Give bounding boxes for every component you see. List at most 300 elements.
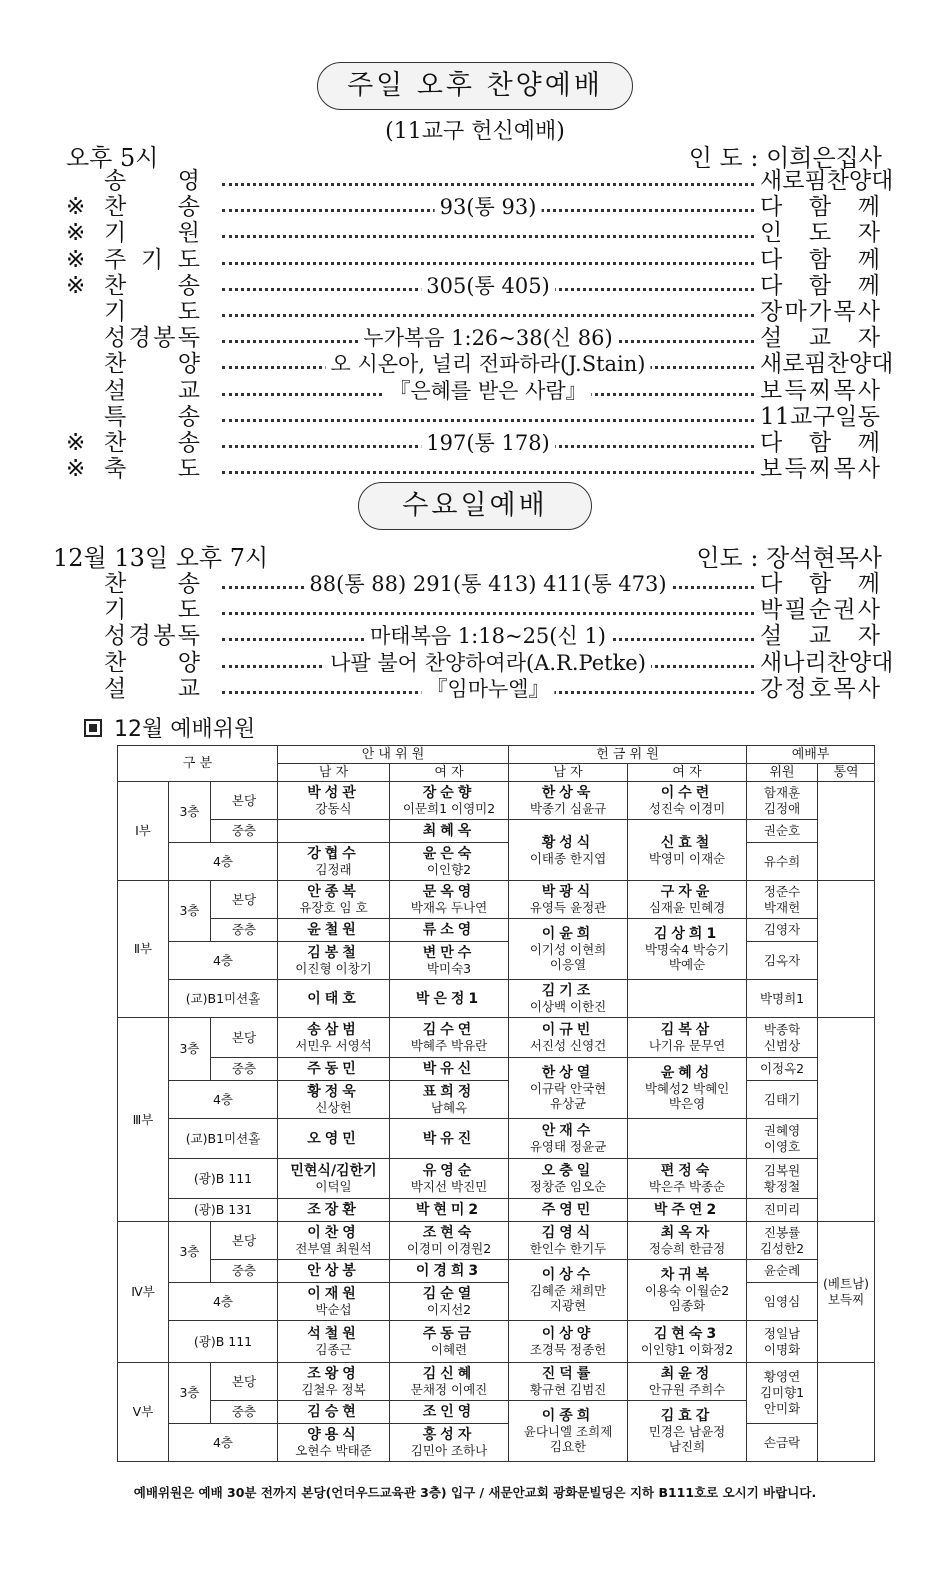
roster-cell: [509, 782, 628, 820]
lead-name: 김기조: [541, 983, 595, 999]
order-item: 설 교: [104, 377, 200, 404]
order-person: 새 나 리 찬 양 대: [760, 649, 894, 676]
standing-mark: ※: [66, 272, 86, 299]
wednesday-leader: 인도 : 장석현목사: [696, 544, 882, 572]
wednesday-order: [0, 571, 950, 702]
area-label: 중층: [211, 919, 278, 942]
assistant-names: 오현수 박태준: [295, 1443, 372, 1458]
worship-member-text: 함재훈 김정애: [763, 784, 801, 816]
roster-cell: [390, 881, 509, 919]
order-detail: 197(통 178): [421, 430, 555, 456]
assistant-names: 박종기 심윤규: [529, 801, 607, 816]
standing-mark: ※: [66, 429, 86, 456]
lead-name: 김복삼: [660, 1022, 714, 1038]
interp-cell: [818, 782, 875, 881]
assistant-names: 이규락 안국현 유상균: [529, 1081, 607, 1111]
assistant-names: 나기유 문무연: [648, 1038, 726, 1053]
lead-name: 조왕영: [307, 1366, 360, 1382]
lead-name: 조인영: [422, 1404, 476, 1420]
assistant-names: 이인향2: [426, 862, 472, 877]
order-person: 강 정 호 목 사: [760, 675, 880, 702]
roster-cell: [278, 1159, 390, 1199]
worship-member-text: 이정옥2: [759, 1061, 805, 1076]
assistant-names: 이용숙 이월순2 임종화: [644, 1283, 730, 1313]
roster-cell: [278, 1018, 390, 1058]
worship-member: [747, 820, 818, 843]
roster-cell: [278, 1283, 390, 1321]
lead-name: 안종복: [307, 884, 360, 900]
roster-cell: [278, 1424, 390, 1462]
lead-name: 주동금: [422, 1326, 476, 1342]
floor-label: (교)B1미션홀: [169, 1119, 278, 1159]
roster-cell: [628, 1199, 747, 1222]
roster-cell: [278, 1119, 390, 1159]
roster-cell: [278, 919, 390, 942]
order-person: 설 교 자: [760, 325, 880, 352]
lead-name: 편정숙: [660, 1163, 714, 1179]
order-person: 설 교 자: [760, 623, 880, 650]
wednesday-time: 12월 13일 오후 7시: [53, 544, 269, 572]
roster-cell: [628, 1018, 747, 1058]
hdr-interp: 통역: [818, 764, 875, 782]
part-label: Ⅳ부: [118, 1222, 169, 1363]
area-label: 본당: [211, 782, 278, 820]
lead-name: 오영민: [307, 1130, 360, 1147]
roster-cell: [390, 919, 509, 942]
part-label: Ⅰ부: [118, 782, 169, 881]
worship-member-text: 권혜영 이영호: [763, 1122, 801, 1154]
square-icon: [84, 719, 102, 737]
roster-cell: [278, 843, 390, 881]
assistant-names: 정승희 한금정: [648, 1241, 726, 1256]
assistant-names: 서민우 서영석: [295, 1038, 372, 1053]
assistant-names: 황규현 김범진: [529, 1382, 607, 1397]
lead-name: 석철원: [307, 1326, 360, 1342]
roster-cell: [628, 782, 747, 820]
order-item: 찬 송: [104, 429, 200, 456]
floor-label: 4층: [169, 942, 278, 980]
worship-member-text: 진미리: [763, 1202, 801, 1217]
lead-name: 김봉철: [307, 945, 360, 961]
lead-name: 안상봉: [307, 1263, 360, 1279]
roster-cell: [628, 1222, 747, 1260]
lead-name: 김수연: [422, 1022, 476, 1038]
assistant-names: 김철우 정복: [301, 1382, 366, 1397]
worship-member: [747, 782, 818, 820]
roster-cell: [278, 782, 390, 820]
roster-cell: [390, 1401, 509, 1424]
roster-cell: [628, 1401, 747, 1462]
roster-cell: [509, 1058, 628, 1119]
roster-title: [84, 712, 255, 743]
floor-label: (광)B 111: [169, 1321, 278, 1363]
order-person: 다 함 께: [760, 272, 880, 299]
roster-cell: [390, 1159, 509, 1199]
assistant-names: 박미숙3: [426, 961, 472, 976]
lead-name: 이종희: [541, 1408, 595, 1424]
roster-cell: [628, 1363, 747, 1401]
lead-name: 양용식: [307, 1427, 360, 1443]
lead-name: 진덕률: [541, 1366, 595, 1382]
interp-cell: [818, 881, 875, 1018]
hdr-guide-male: 남 자: [278, 764, 390, 782]
worship-member: [747, 1119, 818, 1159]
order-person: 보 득 찌 목 사: [760, 456, 880, 483]
worship-member: [747, 1159, 818, 1199]
order-person: 새 로 핌 찬 양 대: [760, 351, 894, 378]
assistant-names: 이태종 한지엽: [529, 850, 607, 866]
lead-name: 황정욱: [307, 1084, 360, 1100]
floor-label: 3층: [169, 1363, 211, 1424]
assistant-names: 김정래: [315, 862, 352, 877]
lead-name: 구자윤: [660, 884, 714, 900]
worship-member: [747, 1260, 818, 1283]
assistant-names: 박혜성2 박혜인 박은영: [644, 1081, 730, 1111]
roster-cell: [509, 980, 628, 1018]
worship-member-text: 김옥자: [763, 952, 801, 968]
order-person: 장 마 가 목 사: [760, 298, 880, 325]
lead-name: 류소영: [422, 922, 476, 938]
worship-member: [747, 1222, 818, 1260]
order-item: 송 영: [104, 168, 200, 194]
standing-mark: ※: [66, 194, 86, 221]
roster-cell: [278, 1199, 390, 1222]
lead-name: 이찬영: [307, 1225, 360, 1241]
order-item: 성 경 봉 독: [104, 623, 200, 650]
roster-cell: [390, 1363, 509, 1401]
worship-member: [747, 1321, 818, 1363]
order-item: 찬 양: [104, 649, 200, 676]
order-person: 다 함 께: [760, 429, 880, 456]
lead-name: 박은정1: [415, 990, 483, 1007]
lead-name: 김현숙3: [653, 1326, 721, 1342]
assistant-names: 강동식: [315, 801, 352, 816]
assistant-names: 한인수 한기두: [529, 1241, 607, 1256]
lead-name: 홍성자: [422, 1427, 476, 1443]
assistant-names: 유장호 임 호: [299, 900, 368, 915]
lead-name: 민현식/김한기: [290, 1163, 377, 1179]
order-detail: 93(통 93): [435, 194, 542, 220]
dot-leader: [222, 236, 754, 265]
worship-member-text: 김영자: [763, 922, 801, 937]
worship-member-text: 윤순례: [763, 1263, 801, 1278]
roster-cell: [278, 1081, 390, 1119]
floor-label: 4층: [169, 1424, 278, 1462]
worship-member: [747, 1058, 818, 1081]
area-label: 중층: [211, 820, 278, 843]
roster-cell: [390, 1283, 509, 1321]
lead-name: 박광식: [541, 884, 595, 900]
order-detail: 『은혜를 받은 사람』: [384, 378, 591, 404]
lead-name: 송삼범: [307, 1022, 360, 1038]
lead-name: 이윤희: [541, 926, 595, 942]
order-detail: 마태복음 1:18~25(신 1): [365, 623, 611, 649]
lead-name: 표희정: [422, 1084, 476, 1100]
roster-cell: [278, 1058, 390, 1081]
assistant-names: 민경은 남윤정 남진희: [648, 1424, 726, 1454]
worship-member: [747, 1363, 818, 1424]
dot-leader: [222, 288, 754, 317]
assistant-names: 박은주 박종순: [648, 1179, 726, 1194]
lead-name: 최혜옥: [422, 823, 476, 839]
assistant-names: 신상헌: [315, 1100, 352, 1115]
roster-cell: [390, 843, 509, 881]
lead-name: 황성식: [541, 834, 595, 851]
roster-table: [117, 745, 875, 1462]
roster-cell: [278, 881, 390, 919]
worship-member: [747, 1424, 818, 1462]
worship-member-text: 박명희1: [759, 990, 805, 1006]
sunday-time: 오후 5시: [66, 144, 159, 172]
roster-cell: [628, 1321, 747, 1363]
lead-name: 이태호: [307, 990, 360, 1007]
lead-name: 김효갑: [660, 1408, 714, 1424]
assistant-names: 박혜주 박유란: [410, 1038, 488, 1053]
worship-member-text: 정준수 박재헌: [763, 883, 801, 915]
assistant-names: 김혜준 채희만 지광현: [529, 1283, 607, 1313]
floor-label: 4층: [169, 843, 278, 881]
order-line: [0, 456, 950, 482]
order-detail: 『임마누엘』: [421, 676, 554, 702]
part-label: Ⅲ부: [118, 1018, 169, 1222]
standing-mark: ※: [66, 246, 86, 273]
lead-name: 박성관: [307, 785, 360, 801]
order-person: 다 함 께: [760, 571, 880, 597]
assistant-names: 김민아 조하나: [410, 1443, 488, 1458]
order-person: 박 필 순 권 사: [760, 597, 880, 624]
order-detail: 오 시온아, 널리 전파하라(J.Stain): [326, 351, 651, 377]
hdr-gubun: 구 분: [118, 746, 278, 782]
roster-cell: [628, 820, 747, 881]
worship-member-text: 권순호: [763, 823, 801, 838]
roster-cell: [390, 1018, 509, 1058]
worship-member: [747, 942, 818, 980]
lead-name: 이재원: [307, 1286, 360, 1302]
roster-footnote: 예배위원은 예배 30분 전까지 본당(언더우드교육관 3층) 입구 / 새문안교회 광화문빌딩은 지하 B111호로 오시기 바랍니다.: [133, 1485, 817, 1500]
worship-member: [747, 980, 818, 1018]
order-item: 찬 양: [104, 351, 200, 378]
hdr-offering-female: 여 자: [628, 764, 747, 782]
floor-label: 4층: [169, 1283, 278, 1321]
assistant-names: 이인향1 이화정2: [640, 1342, 734, 1357]
hdr-offering-male: 남 자: [509, 764, 628, 782]
assistant-names: 이경미 이경원2: [406, 1241, 492, 1256]
worship-member: [747, 881, 818, 919]
hdr-guide-female: 여 자: [390, 764, 509, 782]
roster-cell: [278, 820, 390, 843]
order-line: [0, 676, 950, 702]
order-item: 찬 송: [104, 194, 200, 221]
roster-cell: [390, 1119, 509, 1159]
sunday-subtitle: (11교구 헌신예배): [385, 119, 565, 144]
roster-cell: [628, 919, 747, 980]
order-item: 기 도: [104, 597, 200, 624]
roster-cell: [390, 1199, 509, 1222]
hdr-offering: 헌 금 위 원: [509, 746, 747, 764]
assistant-names: 이기성 이현희 이응열: [529, 942, 607, 972]
roster-cell: [278, 1321, 390, 1363]
roster-cell: [278, 942, 390, 980]
assistant-names: 박재옥 두나연: [410, 900, 488, 915]
order-item: 주 기 도: [104, 246, 200, 273]
assistant-names: 남혜옥: [430, 1100, 468, 1115]
assistant-names: 안규원 주희수: [648, 1382, 726, 1397]
lead-name: 최옥자: [660, 1225, 714, 1241]
floor-label: 4층: [169, 1081, 278, 1119]
dot-leader: [222, 445, 754, 474]
worship-member-text: 임영심: [763, 1293, 801, 1309]
floor-label: 3층: [169, 782, 211, 843]
lead-name: 이규빈: [541, 1022, 595, 1038]
lead-name: 박현미2: [415, 1202, 483, 1218]
worship-member-text: 김복원 황정철: [763, 1162, 801, 1194]
order-item: 축 도: [104, 456, 200, 483]
roster-cell: [278, 1401, 390, 1424]
assistant-names: 김종근: [315, 1342, 352, 1357]
roster-cell: [390, 782, 509, 820]
lead-name: 장순향: [422, 785, 476, 801]
order-item: 성 경 봉 독: [104, 325, 200, 352]
empty-cell: [628, 980, 747, 1018]
order-item: 찬 송: [104, 272, 200, 299]
assistant-names: 이지선2: [426, 1302, 472, 1317]
worship-member: [747, 919, 818, 942]
lead-name: 신효철: [660, 834, 714, 851]
order-item: 기 도: [104, 298, 200, 325]
worship-member-text: 황영연 김미향1 안미화: [759, 1369, 805, 1416]
floor-label: 3층: [169, 1018, 211, 1081]
part-label: Ⅱ부: [118, 881, 169, 1018]
roster-cell: [390, 1081, 509, 1119]
order-person: 다 함 께: [760, 194, 880, 221]
lead-name: 안재수: [541, 1123, 595, 1139]
assistant-names: 조경묵 정종헌: [529, 1342, 607, 1357]
assistant-names: 박순섭: [315, 1302, 352, 1317]
roster-cell: [509, 919, 628, 980]
assistant-names: 성진숙 이경미: [648, 801, 726, 816]
order-person: 다 함 께: [760, 246, 880, 273]
lead-name: 이수련: [660, 785, 714, 801]
roster-cell: [509, 881, 628, 919]
lead-name: 윤혜성: [660, 1065, 714, 1081]
roster-cell: [390, 1424, 509, 1462]
roster-cell: [278, 1363, 390, 1401]
dot-leader: [222, 209, 754, 238]
roster-cell: [509, 1119, 628, 1159]
roster-cell: [509, 1363, 628, 1401]
area-label: 본당: [211, 1363, 278, 1401]
roster-cell: [278, 1260, 390, 1283]
roster-cell: [278, 980, 390, 1018]
lead-name: 박유진: [422, 1130, 476, 1147]
interp-cell: [818, 1363, 875, 1462]
area-label: 본당: [211, 1222, 278, 1260]
roster-cell: [390, 1260, 509, 1283]
order-item: 찬 송: [104, 571, 200, 597]
assistant-names: 이진형 이창기: [295, 961, 372, 976]
dot-leader: [222, 586, 754, 615]
assistant-names: 박영미 이재순: [648, 850, 726, 866]
hdr-worship: 예배부: [747, 746, 875, 764]
interp-cell: [818, 1018, 875, 1222]
roster-cell: [509, 1159, 628, 1199]
lead-name: 이상양: [541, 1326, 595, 1342]
lead-name: 주동민: [307, 1061, 360, 1077]
dot-leader: [222, 157, 754, 186]
lead-name: 문옥영: [422, 884, 476, 900]
worship-member-text: 김태기: [763, 1091, 801, 1107]
assistant-names: 정창준 임오순: [529, 1179, 607, 1194]
area-label: 본당: [211, 881, 278, 919]
lead-name: 김신혜: [422, 1366, 476, 1382]
floor-label: 3층: [169, 881, 211, 942]
worship-member: [747, 1283, 818, 1321]
roster-cell: [628, 881, 747, 919]
assistant-names: 박명숙4 박승기 박예순: [644, 942, 730, 972]
roster-cell: [509, 820, 628, 881]
lead-name: 김순열: [422, 1286, 476, 1302]
order-detail: 305(통 405): [421, 273, 555, 299]
sunday-title: 주일 오후 찬양예배: [317, 62, 633, 110]
lead-name: 박주연2: [653, 1202, 721, 1218]
roster-cell: [628, 1260, 747, 1321]
assistant-names: 이상백 이한진: [529, 999, 607, 1014]
assistant-names: 서진성 신영건: [529, 1038, 607, 1053]
assistant-names: 유영득 윤정관: [529, 900, 607, 915]
lead-name: 윤철원: [307, 922, 360, 938]
roster-cell: [628, 1058, 747, 1119]
sunday-leader: 인 도 : 이희은집사: [688, 144, 882, 172]
lead-name: 주영민: [541, 1202, 595, 1218]
roster-cell: [509, 1260, 628, 1321]
roster-cell: [509, 1321, 628, 1363]
assistant-names: 이덕일: [315, 1179, 352, 1194]
lead-name: 한상욱: [541, 785, 595, 801]
roster-cell: [278, 1222, 390, 1260]
lead-name: 유영순: [422, 1163, 476, 1179]
worship-member: [747, 1081, 818, 1119]
lead-name: 김영식: [541, 1225, 595, 1241]
floor-label: (광)B 131: [169, 1199, 278, 1222]
worship-member: [818, 1222, 875, 1363]
roster-cell: [509, 1199, 628, 1222]
hdr-member: 위원: [747, 764, 818, 782]
order-item: 설 교: [104, 675, 200, 702]
worship-member: [747, 843, 818, 881]
floor-label: (광)B 111: [169, 1159, 278, 1199]
worship-member-text: 정일남 이명화: [763, 1325, 801, 1357]
roster-title-text: 12월 예배위원: [114, 717, 256, 742]
sunday-order: [0, 168, 950, 482]
lead-name: 박유신: [422, 1061, 476, 1077]
lead-name: 강협수: [307, 846, 360, 862]
worship-member-text: 박종학 신범상: [763, 1021, 801, 1053]
hdr-guide: 안 내 위 원: [278, 746, 509, 764]
order-person: 1 1 교 구 일 동: [760, 403, 880, 430]
lead-name: 조현숙: [422, 1225, 476, 1241]
assistant-names: 이문희1 이영미2: [402, 801, 496, 816]
lead-name: 윤은숙: [422, 846, 476, 862]
order-detail: 나팔 불어 찬양하여라(A.R.Petke): [325, 650, 651, 676]
dot-leader: [222, 393, 754, 422]
order-person: 인 도 자: [760, 220, 880, 247]
assistant-names: 이혜련: [430, 1342, 468, 1357]
floor-label: 3층: [169, 1222, 211, 1283]
assistant-names: 심재윤 민혜경: [648, 900, 726, 915]
lead-name: 차귀복: [660, 1267, 714, 1283]
roster-cell: [628, 1159, 747, 1199]
lead-name: 변만수: [422, 945, 476, 961]
